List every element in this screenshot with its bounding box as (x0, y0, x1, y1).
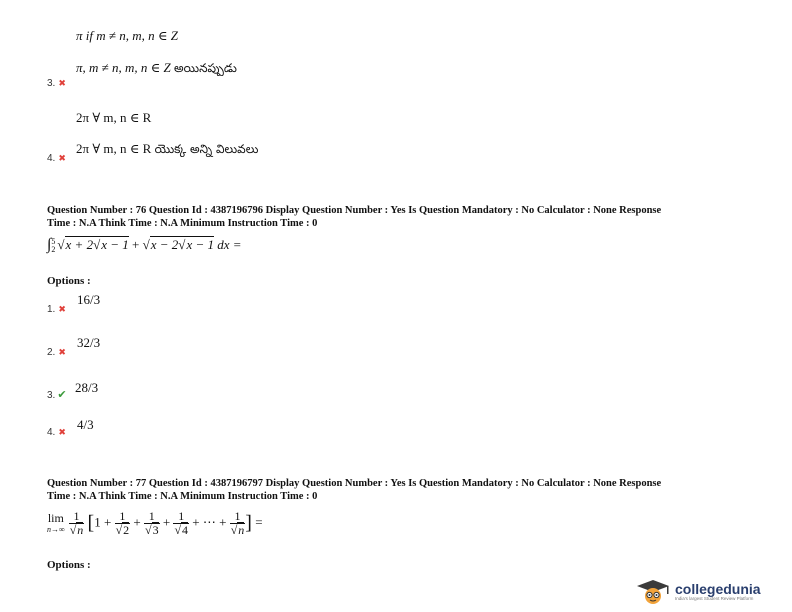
q76-option-1-marker (47, 304, 66, 315)
question-77-header-line1: Question Number : 77 Question Id : 4387196797 Display Question Number : Yes Is Question Mandatory : No Calculator : None Response (47, 478, 662, 489)
prev-option-4-number: 4. (47, 153, 56, 164)
lim-subscript: n→∞ (47, 524, 65, 534)
wrong-icon: ✖ (58, 305, 66, 315)
wrong-icon: ✖ (58, 154, 66, 164)
fraction-1-over-root2: $\frac{1}{√2}$ (115, 509, 130, 537)
q76-option-4-value: 4/3 (77, 417, 94, 432)
integrand-right: x − 2 (150, 237, 179, 252)
question-77-header (47, 478, 767, 503)
integrand-left: x + 2 (65, 237, 94, 252)
q76-option-3-number: 3. (47, 390, 56, 401)
prev-option-3-marker (47, 78, 66, 89)
q76-option-3-marker (47, 388, 67, 401)
logo-name: collegedunia (675, 581, 761, 597)
prev-option-4-marker (47, 153, 66, 164)
question-77-header-line2: Time : N.A Think Time : N.A Minimum Instruction Time : 0 (47, 490, 318, 502)
q76-option-2-number: 2. (47, 347, 56, 358)
fraction-1-over-root4: $\frac{1}{√4}$ (174, 509, 189, 537)
question-76-integral: ∫ 5 2 √x + 2√x − 1 + √x − 2√x − 1 dx = (47, 236, 242, 255)
integrand-inner2: x − 1 (186, 237, 214, 252)
wrong-icon: ✖ (58, 348, 66, 358)
question-77-options-label: Options : (47, 559, 91, 571)
q76-option-1-value: 16/3 (77, 292, 101, 307)
integrand-inner: x − 1 (101, 237, 129, 252)
correct-check-icon: ✔ (57, 388, 67, 401)
integral-upper-limit: 5 (51, 237, 56, 247)
question-77-limit: lim n→∞ $\frac{1}{√n}$ [1 + $\frac{1}{√2}$ + $\frac{1}{√3}$ + $\frac{1}{√4}$ + ⋯ + $\frac{1}{√n}$ ] = (47, 509, 263, 537)
prev-option-4-english: 2π ∀ m, n ∈ R (76, 110, 152, 125)
prev-option-3-number: 3. (47, 78, 56, 89)
left-bracket: [ (87, 512, 95, 534)
question-76-header (47, 205, 767, 230)
prev-option-4-telugu-math: 2π ∀ m, n ∈ R (76, 141, 152, 156)
integral-dx: dx = (217, 237, 242, 252)
prev-option-4-telugu (76, 141, 258, 159)
wrong-icon: ✖ (58, 428, 66, 438)
prev-option-4-telugu-word: యొక్క అన్ని విలువలు (154, 142, 259, 156)
q76-option-4-marker (47, 427, 66, 438)
fraction-1-over-rootn: $\frac{1}{√n}$ (230, 509, 245, 537)
q76-option-4-number: 4. (47, 427, 56, 438)
leading-fraction: $\frac{1}{√n}$ (69, 509, 84, 537)
question-76-header-line2: Time : N.A Think Time : N.A Minimum Instruction Time : 0 (47, 217, 318, 229)
prev-option-3-telugu-math: π, m ≠ n, m, n ∈ Z (76, 60, 171, 75)
question-76-options-label: Options : (47, 275, 91, 287)
graduate-mascot-icon (634, 579, 672, 605)
limit-equals: = (255, 514, 263, 530)
question-76-header-line1: Question Number : 76 Question Id : 4387196796 Display Question Number : Yes Is Question Mandatory : No Calculator : None Response (47, 205, 662, 216)
q76-option-2-value: 32/3 (77, 335, 101, 350)
wrong-icon: ✖ (58, 79, 66, 89)
integral-lower-limit: 2 (51, 245, 56, 255)
prev-option-3-telugu (76, 60, 237, 78)
lim-text: lim (47, 510, 64, 525)
integral-sign: ∫ (47, 236, 52, 253)
q76-option-1-number: 1. (47, 304, 56, 315)
right-bracket: ] (245, 512, 252, 534)
fraction-1-over-root3: $\frac{1}{√3}$ (145, 509, 159, 537)
logo-tagline: India's largest Student Review Platform (675, 596, 754, 601)
collegedunia-logo (634, 579, 761, 605)
prev-option-3-english: π if m ≠ n, m, n ∈ Z (76, 28, 179, 43)
q76-option-2-marker (47, 347, 66, 358)
prev-option-3-telugu-word: అయినప్పుడు (174, 61, 237, 75)
q76-option-3-value: 28/3 (75, 380, 99, 395)
